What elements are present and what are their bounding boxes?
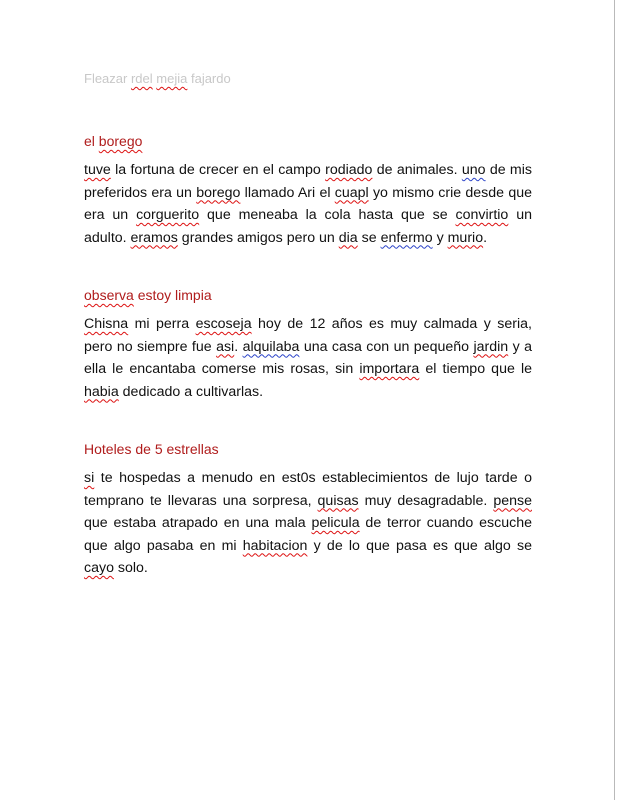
text-run: de animales.: [372, 162, 462, 178]
text-run: te hospedas a menudo en est0s establecimientos de lujo tarde o temprano te llevaras una sorpresa,: [84, 470, 532, 509]
text-run: .: [483, 229, 488, 246]
misspelled-word: cayo: [84, 560, 114, 576]
text-run: de terror cuando escuche que algo pasaba en mi: [84, 515, 532, 554]
text-run: .: [234, 338, 243, 355]
misspelled-word: escoseja: [195, 316, 252, 332]
text-run: llamado Ari el: [240, 184, 335, 201]
misspelled-word: eramos: [130, 229, 178, 246]
section-heading: [84, 439, 532, 459]
misspelled-word: murio: [447, 229, 484, 246]
title-text: fajardo: [187, 71, 231, 86]
text-run: y: [432, 229, 448, 246]
grammar-flagged-word: alquilaba: [242, 338, 300, 355]
misspelled-word: importara: [359, 361, 420, 377]
text-run: un adulto.: [84, 207, 532, 246]
misspelled-word: dia: [338, 229, 358, 246]
text-run: muy desagradable.: [358, 492, 494, 509]
section-heading: [84, 285, 532, 305]
section-observa: [84, 285, 532, 403]
text-run: y a ella le encantaba comerse mis rosas, sin: [84, 338, 533, 377]
section-el-borego: [84, 131, 532, 249]
text-run: grandes amigos pero un: [177, 229, 339, 246]
text-run: que meneaba la cola hasta que se: [199, 207, 456, 223]
heading-text: el: [84, 133, 99, 149]
heading-text-misspelled: borego: [98, 133, 143, 149]
document-body[interactable]: [84, 71, 532, 616]
text-run: el tiempo que le: [419, 361, 532, 377]
section-paragraph: [84, 467, 532, 580]
misspelled-word: habia: [84, 383, 119, 400]
section-paragraph: [84, 159, 532, 249]
section-heading: [84, 131, 532, 151]
misspelled-word: si: [84, 470, 95, 486]
title-text: Fleazar: [84, 71, 131, 86]
title-text-misspelled: mejia: [156, 71, 188, 86]
text-run: dedicado a cultivarlas.: [118, 383, 264, 400]
text-run: mi perra: [128, 316, 196, 332]
heading-text-misspelled: observa: [84, 287, 134, 303]
grammar-flagged-word: uno: [461, 162, 486, 178]
text-run: solo.: [113, 560, 148, 576]
document-title: [84, 71, 532, 89]
misspelled-word: pelicula: [311, 515, 360, 531]
misspelled-word: corguerito: [136, 207, 200, 223]
misspelled-word: cuapl: [334, 184, 369, 201]
heading-text: estoy limpia: [133, 287, 212, 303]
misspelled-word: jardin: [473, 338, 509, 355]
misspelled-word: borego: [196, 184, 241, 201]
misspelled-word: rodiado: [325, 162, 373, 178]
section-hoteles: [84, 439, 532, 580]
misspelled-word: Chisna: [84, 316, 129, 332]
misspelled-word: convirtio: [455, 207, 509, 223]
misspelled-word: tuve: [84, 162, 111, 178]
text-run: una casa con un pequeño: [299, 338, 474, 355]
text-run: la fortuna de crecer en el campo: [110, 162, 326, 178]
text-run: que estaba atrapado en una mala: [84, 515, 312, 531]
misspelled-word: quisas: [317, 492, 359, 509]
title-text-misspelled: rdel: [130, 71, 153, 86]
misspelled-word: habitacion: [242, 537, 308, 554]
text-run: y de lo que pasa es que algo se: [307, 537, 532, 554]
text-run: yo mismo crie desde que era un: [84, 184, 532, 223]
grammar-flagged-word: enfermo: [380, 229, 433, 246]
text-run: hoy de 12 años es muy calmada y seria, pero no siempre fue: [84, 316, 532, 355]
misspelled-word: asi: [216, 338, 235, 355]
text-run: se: [357, 229, 381, 246]
misspelled-word: pense: [493, 492, 532, 509]
text-run: de mis preferidos era un: [84, 162, 532, 201]
heading-text: Hoteles de 5 estrellas: [84, 441, 219, 457]
section-paragraph: [84, 313, 532, 403]
